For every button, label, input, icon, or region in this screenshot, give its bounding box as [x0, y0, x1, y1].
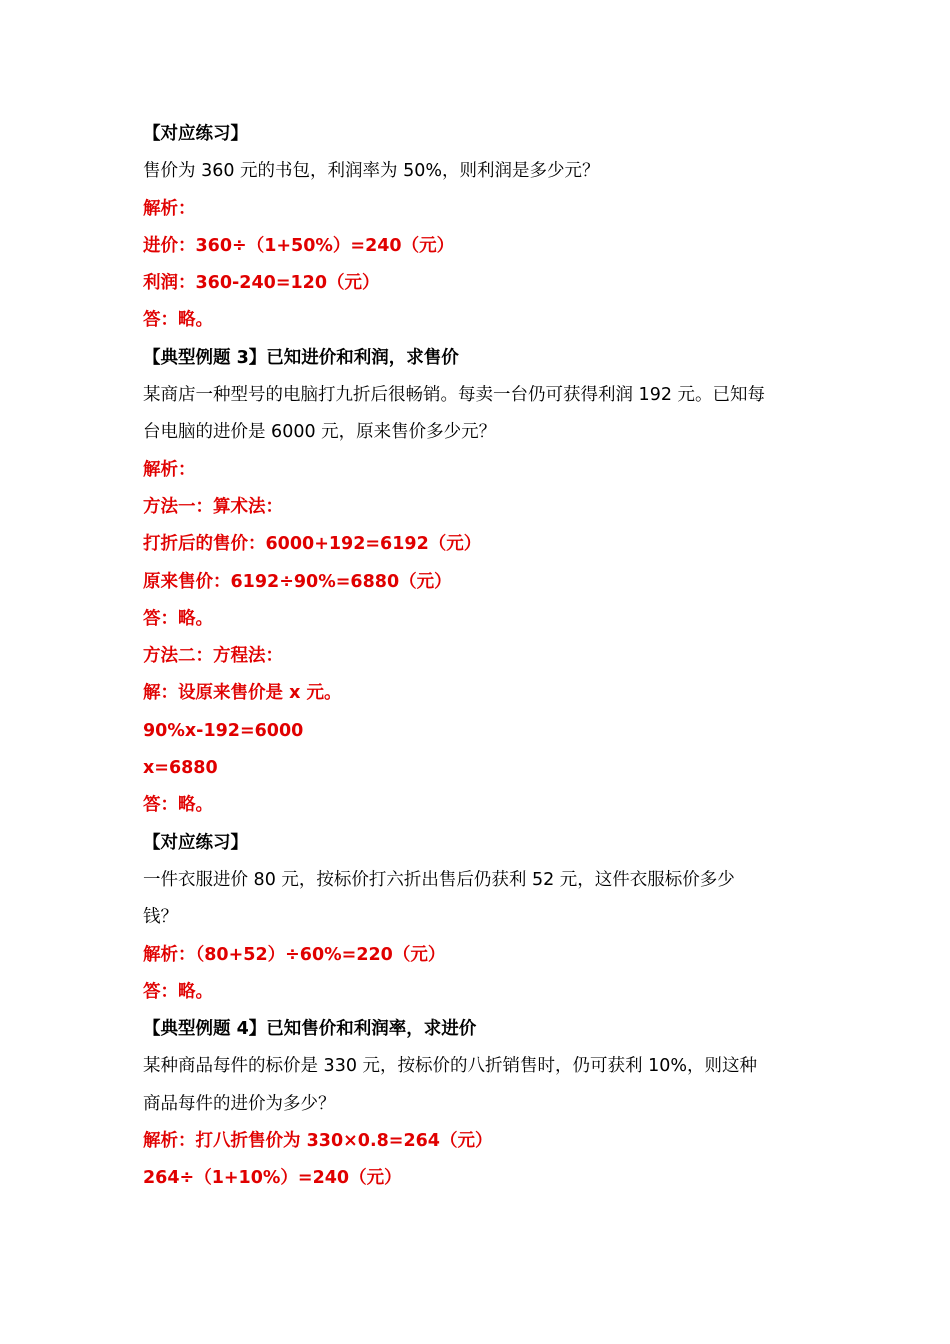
solution-label: 解析： [143, 459, 196, 480]
problem-text: 售价为 360 元的书包，利润率为 50%，则利润是多少元？ [143, 161, 600, 182]
problem-text: 台电脑的进价是 6000 元，原来售价多少元？ [143, 422, 497, 443]
answer-line: 答：略。 [143, 310, 213, 331]
solution-label: 解析： [143, 198, 196, 219]
solution-step: 进价：360÷（1+50%）=240（元） [143, 235, 455, 256]
answer-line: 答：略。 [143, 608, 213, 629]
answer-line: 答：略。 [143, 981, 213, 1002]
document-content [143, 116, 823, 1198]
solution-step: 打折后的售价：6000+192=6192（元） [143, 534, 482, 555]
method-label: 方法二：方程法： [143, 646, 283, 667]
solution-step: 解：设原来售价是 x 元。 [143, 683, 342, 704]
section-heading-example-3: 【典型例题 3】已知进价和利润，求售价 [143, 347, 459, 368]
solution-step: 解析：打八折售价为 330×0.8=264（元） [143, 1131, 493, 1152]
problem-text: 商品每件的进价为多少？ [143, 1093, 336, 1114]
solution-step: 264÷（1+10%）=240（元） [143, 1168, 402, 1189]
problem-text: 某商店一种型号的电脑打九折后很畅销。每卖一台仍可获得利润 192 元。已知每 [143, 385, 766, 406]
section-heading-practice-2: 【对应练习】 [143, 832, 248, 853]
section-heading-practice-1: 【对应练习】 [143, 124, 248, 144]
answer-line: 答：略。 [143, 795, 213, 816]
problem-text: 一件衣服进价 80 元，按标价打六折出售后仍获利 52 元，这件衣服标价多少 [143, 869, 735, 890]
section-heading-example-4: 【典型例题 4】已知售价和利润率，求进价 [143, 1019, 477, 1040]
equation-line: x=6880 [143, 758, 218, 779]
solution-step: 解析：（80+52）÷60%=220（元） [143, 944, 446, 965]
solution-step: 原来售价：6192÷90%=6880（元） [143, 571, 452, 592]
problem-text: 某种商品每件的标价是 330 元，按标价的八折销售时，仍可获利 10%，则这种 [143, 1056, 757, 1077]
solution-step: 利润：360-240=120（元） [143, 273, 380, 294]
problem-text: 钱？ [143, 907, 178, 928]
equation-line: 90%x-192=6000 [143, 720, 304, 741]
method-label: 方法一：算术法： [143, 496, 283, 517]
